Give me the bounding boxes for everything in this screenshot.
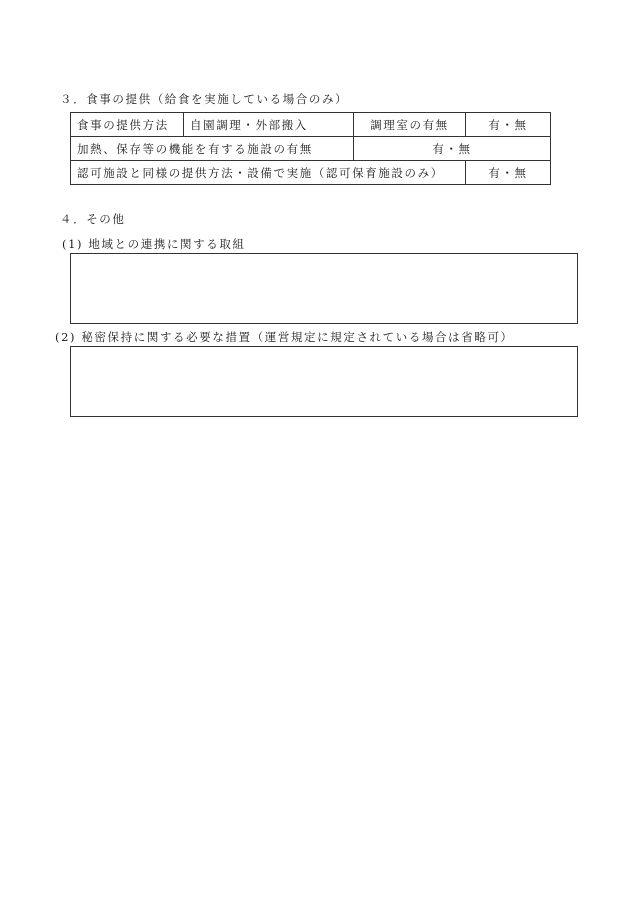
heating-storage-value[interactable]: 有・無 [354, 137, 551, 161]
heating-storage-label: 加熱、保存等の機能を有する施設の有無 [71, 137, 354, 161]
confidentiality-label: (2) 秘密保持に関する必要な措置（運営規定に規定されている場合は省略可） [55, 330, 514, 344]
section4-heading: ４．その他 [60, 212, 126, 226]
kitchen-label: 調理室の有無 [354, 113, 466, 137]
table-row [71, 137, 551, 161]
table-row [71, 161, 551, 185]
meal-method-value[interactable]: 自園調理・外部搬入 [184, 113, 354, 137]
licensed-equivalent-label: 認可施設と同様の提供方法・設備で実施（認可保育施設のみ） [71, 161, 466, 185]
community-cooperation-field[interactable] [70, 253, 578, 324]
confidentiality-field[interactable] [70, 346, 578, 417]
community-cooperation-label: (1) 地域との連携に関する取組 [62, 237, 246, 251]
section3-heading: ３．食事の提供（給食を実施している場合のみ） [60, 92, 349, 106]
kitchen-value[interactable]: 有・無 [466, 113, 551, 137]
meal-method-label: 食事の提供方法 [71, 113, 184, 137]
table-row [71, 113, 551, 137]
meal-provision-table [70, 112, 551, 185]
licensed-equivalent-value[interactable]: 有・無 [466, 161, 551, 185]
